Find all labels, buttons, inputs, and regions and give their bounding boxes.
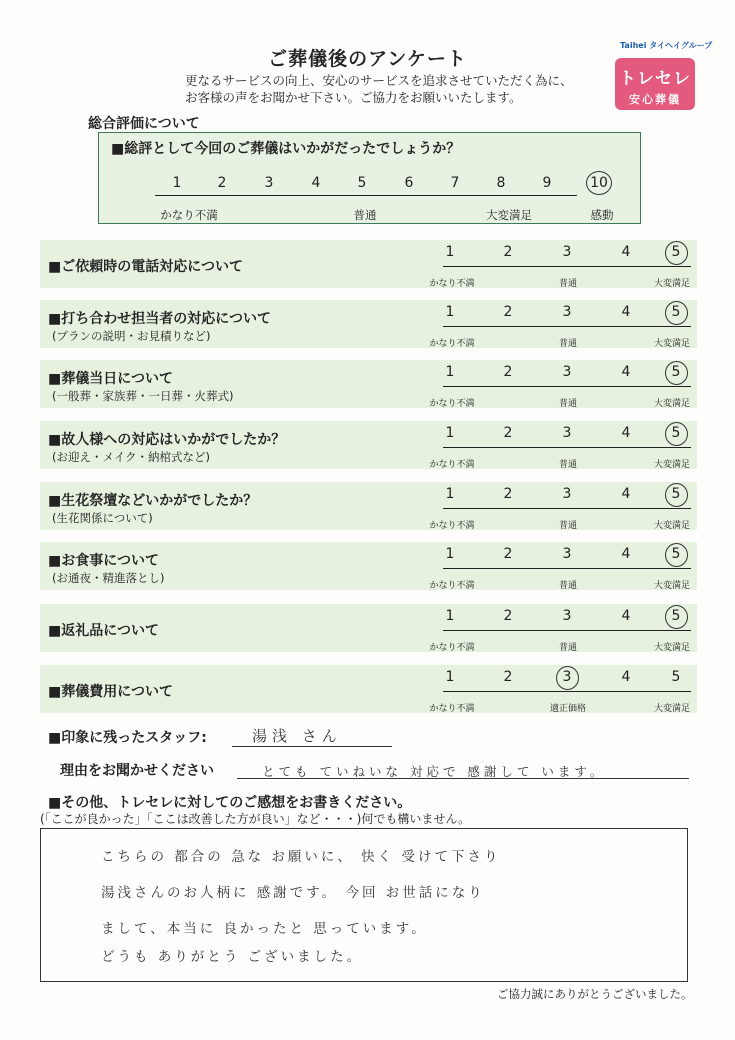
intro-line-2: お客様の声をお聞かせ下さい。ご協力をお願いいたします。: [185, 90, 522, 105]
selected-rating-circle: [665, 543, 688, 567]
brand-group-label: Taihei タイヘイグループ: [620, 41, 713, 50]
overall-scale-6[interactable]: 6: [404, 175, 414, 191]
rating-option-1[interactable]: 1: [445, 669, 455, 685]
question-title: ■生花祭壇などいかがでしたか？: [48, 493, 258, 509]
rating-option-5[interactable]: 5: [671, 364, 681, 380]
rating-option-4[interactable]: 4: [621, 546, 631, 562]
rating-label: 大変満足: [653, 460, 691, 470]
rating-label: かなり不満: [429, 339, 475, 349]
intro-line-1: 更なるサービスの向上、安心のサービスを追求させていただく為に、: [185, 73, 573, 88]
rating-label: かなり不満: [429, 643, 475, 653]
rating-option-2[interactable]: 2: [503, 608, 513, 624]
overall-selected-circle: [586, 171, 612, 195]
question-subtitle: (一般葬・家族葬・一日葬・火葬式): [52, 389, 234, 403]
rating-option-4[interactable]: 4: [621, 486, 631, 502]
rating-option-5[interactable]: 5: [671, 669, 681, 685]
selected-rating-circle: [665, 361, 688, 385]
question-subtitle: (生花関係について): [52, 511, 153, 525]
rating-scale-line: [443, 266, 691, 267]
reason-label: 理由をお聞かせください: [60, 763, 214, 779]
rating-option-2[interactable]: 2: [503, 669, 513, 685]
rating-option-5[interactable]: 5: [671, 425, 681, 441]
rating-option-5[interactable]: 5: [671, 608, 681, 624]
rating-label: かなり不満: [429, 399, 475, 409]
rating-option-3[interactable]: 3: [562, 669, 572, 685]
rating-label: かなり不満: [429, 704, 475, 714]
rating-option-3[interactable]: 3: [562, 425, 572, 441]
survey-title: ご葬儀後のアンケート: [268, 48, 467, 70]
brand-logo: [615, 58, 695, 110]
rating-label: かなり不満: [429, 460, 475, 470]
rating-option-2[interactable]: 2: [503, 244, 513, 260]
overall-scale-2[interactable]: 2: [217, 175, 227, 191]
rating-option-4[interactable]: 4: [621, 608, 631, 624]
overall-label-very-dissatisfied: かなり不満: [160, 208, 218, 222]
rating-label: 普通: [558, 643, 578, 653]
reason-line: [237, 778, 689, 779]
rating-label: 適正価格: [549, 704, 587, 714]
comment-line-4: どうも ありがとう ございました。: [101, 949, 364, 965]
overall-scale-7[interactable]: 7: [450, 175, 460, 191]
overall-question: ■総評として今回のご葬儀はいかがだったでしょうか？: [111, 141, 461, 157]
question-title: ■葬儀費用について: [48, 684, 173, 700]
selected-rating-circle: [665, 241, 688, 265]
question-subtitle: (プランの説明・お見積りなど): [52, 329, 211, 343]
overall-scale-10[interactable]: 10: [590, 175, 608, 191]
question-title: ■返礼品について: [48, 623, 159, 639]
rating-option-4[interactable]: 4: [621, 364, 631, 380]
question-title: ■打ち合わせ担当者の対応について: [48, 311, 271, 327]
rating-option-1[interactable]: 1: [445, 364, 455, 380]
rating-option-1[interactable]: 1: [445, 486, 455, 502]
question-title: ■葬儀当日について: [48, 371, 173, 387]
intro-text: [185, 72, 573, 106]
comment-line-2: 湯浅さんのお人柄に 感謝です。 今回 お世話になり: [101, 885, 485, 901]
overall-scale-4[interactable]: 4: [311, 175, 321, 191]
rating-option-2[interactable]: 2: [503, 425, 513, 441]
rating-label: 普通: [558, 460, 578, 470]
rating-option-3[interactable]: 3: [562, 486, 572, 502]
rating-option-5[interactable]: 5: [671, 546, 681, 562]
rating-option-2[interactable]: 2: [503, 304, 513, 320]
selected-rating-circle: [556, 666, 579, 690]
rating-option-2[interactable]: 2: [503, 546, 513, 562]
rating-option-4[interactable]: 4: [621, 304, 631, 320]
rating-option-3[interactable]: 3: [562, 364, 572, 380]
reason-text: とても ていねいな 対応で 感謝して います。: [262, 764, 607, 779]
overall-label-impressed: 感動: [590, 208, 614, 222]
comments-note: (「ここが良かった」「ここは改善した方が良い」など・・・)何でも構いません。: [40, 812, 471, 826]
rating-scale-line: [443, 630, 691, 631]
overall-section-title: 総合評価について: [88, 116, 200, 132]
rating-label: かなり不満: [429, 581, 475, 591]
question-title: ■ご依頼時の電話対応について: [48, 259, 243, 275]
rating-option-5[interactable]: 5: [671, 486, 681, 502]
rating-label: 大変満足: [653, 339, 691, 349]
rating-option-3[interactable]: 3: [562, 244, 572, 260]
brand-logo-main: トレセレ: [619, 69, 691, 89]
selected-rating-circle: [665, 605, 688, 629]
comments-label: ■その他、トレセレに対してのご感想をお書きください。: [48, 795, 412, 811]
rating-option-5[interactable]: 5: [671, 304, 681, 320]
rating-scale-line: [443, 568, 691, 569]
rating-scale-line: [443, 386, 691, 387]
overall-scale-5[interactable]: 5: [357, 175, 367, 191]
rating-label: かなり不満: [429, 521, 475, 531]
staff-label: ■印象に残ったスタッフ:: [48, 730, 207, 746]
rating-option-1[interactable]: 1: [445, 244, 455, 260]
rating-scale-line: [443, 691, 691, 692]
rating-option-4[interactable]: 4: [621, 244, 631, 260]
overall-scale-9[interactable]: 9: [542, 175, 552, 191]
rating-label: 普通: [558, 581, 578, 591]
rating-option-1[interactable]: 1: [445, 546, 455, 562]
comment-line-3: まして、本当に 良かったと 思っています。: [101, 921, 428, 937]
rating-label: 大変満足: [653, 581, 691, 591]
question-subtitle: (お迎え・メイク・納棺式など): [52, 450, 211, 464]
comments-box: [40, 828, 688, 982]
rating-option-3[interactable]: 3: [562, 608, 572, 624]
comment-line-1: こちらの 都合の 急な お願いに、 快く 受けて下さり: [101, 849, 501, 865]
overall-label-very-satisfied: 大変満足: [486, 208, 532, 222]
brand-logo-sub: 安心葬儀: [629, 93, 681, 106]
rating-option-5[interactable]: 5: [671, 244, 681, 260]
question-title: ■お食事について: [48, 553, 159, 569]
rating-label: 普通: [558, 339, 578, 349]
rating-scale-line: [443, 326, 691, 327]
staff-name-line: [232, 746, 392, 747]
overall-label-normal: 普通: [353, 208, 377, 222]
question-title: ■故人様への対応はいかがでしたか？: [48, 432, 286, 448]
question-subtitle: (お通夜・精進落とし): [52, 571, 165, 585]
rating-label: 大変満足: [653, 399, 691, 409]
rating-label: 大変満足: [653, 643, 691, 653]
selected-rating-circle: [665, 422, 688, 446]
rating-option-3[interactable]: 3: [562, 546, 572, 562]
rating-option-4[interactable]: 4: [621, 425, 631, 441]
selected-rating-circle: [665, 301, 688, 325]
selected-rating-circle: [665, 483, 688, 507]
rating-label: かなり不満: [429, 279, 475, 289]
rating-option-2[interactable]: 2: [503, 486, 513, 502]
rating-scale-line: [443, 447, 691, 448]
rating-label: 普通: [558, 521, 578, 531]
rating-label: 大変満足: [653, 279, 691, 289]
rating-label: 普通: [558, 399, 578, 409]
overall-scale-1[interactable]: 1: [172, 175, 182, 191]
staff-name: 湯浅 さん: [252, 727, 342, 745]
rating-option-1[interactable]: 1: [445, 304, 455, 320]
footer-thanks: ご協力誠にありがとうございました。: [497, 987, 693, 1001]
rating-option-3[interactable]: 3: [562, 304, 572, 320]
rating-option-1[interactable]: 1: [445, 608, 455, 624]
rating-option-1[interactable]: 1: [445, 425, 455, 441]
rating-option-2[interactable]: 2: [503, 364, 513, 380]
rating-label: 大変満足: [653, 521, 691, 531]
overall-rating-box: [98, 132, 641, 224]
rating-option-4[interactable]: 4: [621, 669, 631, 685]
overall-scale-line: [155, 195, 577, 196]
rating-label: 普通: [558, 279, 578, 289]
rating-label: 大変満足: [653, 704, 691, 714]
overall-scale-3[interactable]: 3: [264, 175, 274, 191]
overall-scale-8[interactable]: 8: [496, 175, 506, 191]
rating-scale-line: [443, 508, 691, 509]
